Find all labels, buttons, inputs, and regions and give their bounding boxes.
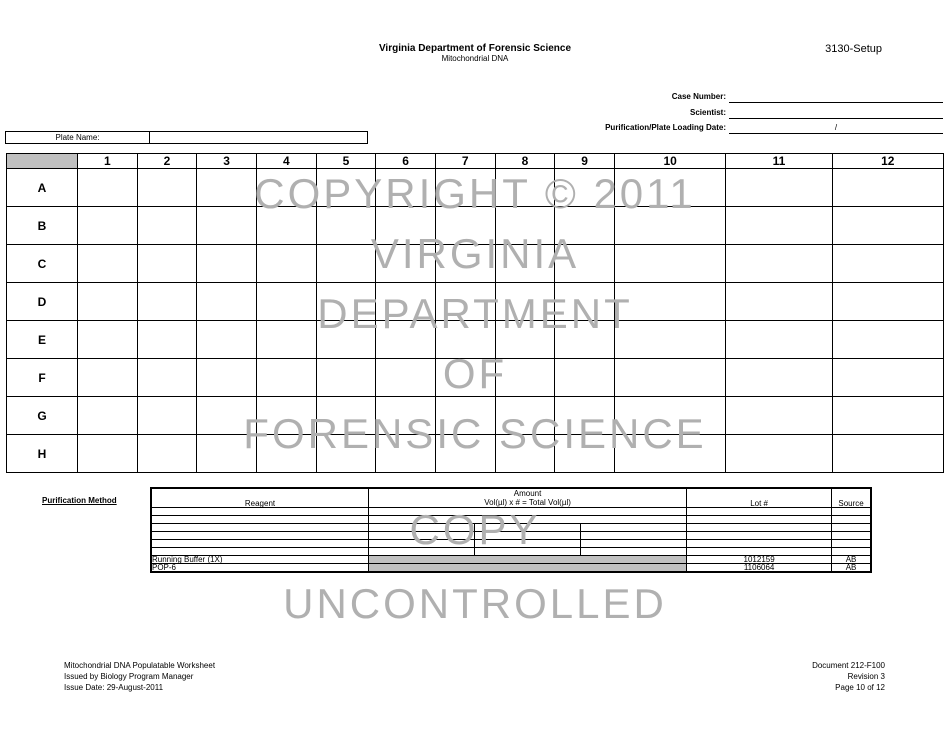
well-cell[interactable]: [376, 321, 436, 359]
well-cell[interactable]: [137, 435, 197, 473]
plate-name-label: Plate Name:: [5, 131, 150, 144]
well-cell[interactable]: [726, 169, 832, 207]
well-cell[interactable]: [316, 245, 376, 283]
watermark-text: FORENSIC SCIENCE: [243, 410, 707, 457]
reagent-cell[interactable]: [151, 532, 369, 540]
row-header: B: [7, 207, 78, 245]
well-cell[interactable]: [256, 283, 316, 321]
well-cell[interactable]: [832, 321, 943, 359]
column-header: 8: [495, 154, 555, 169]
well-cell[interactable]: [614, 435, 725, 473]
amount-cell-disabled: [369, 564, 687, 573]
footer-issue-date: Issue Date: 29-August-2011: [64, 683, 164, 692]
well-cell[interactable]: [197, 359, 257, 397]
well-cell[interactable]: [435, 397, 495, 435]
amount-total-cell[interactable]: [581, 548, 687, 556]
row-header: D: [7, 283, 78, 321]
well-cell[interactable]: [376, 245, 436, 283]
reagent-table: [150, 487, 872, 573]
row-header: G: [7, 397, 78, 435]
well-cell[interactable]: [832, 359, 943, 397]
column-header: 7: [435, 154, 495, 169]
well-cell[interactable]: [197, 207, 257, 245]
date-field[interactable]: [729, 123, 943, 134]
amount-vol-cell[interactable]: [369, 548, 475, 556]
well-cell[interactable]: [316, 397, 376, 435]
scientist-label: Scientist:: [689, 108, 726, 117]
lot-cell[interactable]: [687, 532, 832, 540]
reagent-cell[interactable]: [151, 516, 369, 524]
footer-revision: Revision 3: [847, 672, 885, 681]
source-header: Source: [832, 488, 871, 508]
well-cell[interactable]: [78, 245, 138, 283]
lot-number: 1106064: [687, 564, 832, 573]
well-cell[interactable]: [256, 321, 316, 359]
amount-total-cell[interactable]: [581, 524, 687, 532]
well-cell[interactable]: [316, 435, 376, 473]
well-cell[interactable]: [197, 169, 257, 207]
watermark-text: UNCONTROLLED: [283, 580, 667, 627]
amount-cell[interactable]: [369, 508, 687, 516]
well-cell[interactable]: [78, 397, 138, 435]
well-cell[interactable]: [435, 359, 495, 397]
reagent-header: Reagent: [151, 488, 369, 508]
well-cell[interactable]: [197, 397, 257, 435]
well-cell[interactable]: [555, 283, 615, 321]
amount-label: Amount: [513, 489, 542, 498]
plate-name-field[interactable]: [149, 131, 368, 144]
reagent-name: Running Buffer (1X): [151, 556, 369, 564]
reagent-cell[interactable]: [151, 524, 369, 532]
date-separator: /: [834, 123, 838, 132]
amount-total-cell[interactable]: [581, 540, 687, 548]
well-cell[interactable]: [197, 435, 257, 473]
well-cell[interactable]: [832, 245, 943, 283]
amount-vol-cell[interactable]: [369, 540, 475, 548]
org-title: Virginia Department of Forensic Science: [378, 43, 572, 54]
lot-header: Lot #: [687, 488, 832, 508]
amount-cell[interactable]: [369, 516, 687, 524]
well-cell[interactable]: [435, 321, 495, 359]
plate-grid: [6, 153, 944, 473]
well-cell[interactable]: [614, 207, 725, 245]
column-header: 11: [726, 154, 832, 169]
reagent-row: [151, 516, 871, 524]
well-cell[interactable]: [495, 397, 555, 435]
well-cell[interactable]: [495, 321, 555, 359]
lot-cell[interactable]: [687, 540, 832, 548]
amount-formula: Vol(µl) x # = Total Vol(µl): [484, 498, 571, 507]
row-header: C: [7, 245, 78, 283]
source-cell[interactable]: [832, 516, 871, 524]
form-id: 3130-Setup: [825, 43, 882, 55]
well-cell[interactable]: [137, 321, 197, 359]
well-cell[interactable]: [435, 435, 495, 473]
source-value: AB: [832, 564, 871, 573]
well-cell[interactable]: [832, 435, 943, 473]
reagent-row: [151, 532, 871, 540]
doc-subtitle: Mitochondrial DNA: [441, 54, 509, 63]
well-cell[interactable]: [78, 169, 138, 207]
well-cell[interactable]: [197, 245, 257, 283]
well-cell[interactable]: [726, 435, 832, 473]
well-cell[interactable]: [197, 283, 257, 321]
row-header: A: [7, 169, 78, 207]
well-cell[interactable]: [726, 207, 832, 245]
well-cell[interactable]: [256, 359, 316, 397]
well-cell[interactable]: [495, 245, 555, 283]
amount-count-cell[interactable]: [475, 540, 581, 548]
watermark-text: COPY: [409, 506, 541, 553]
well-cell[interactable]: [726, 321, 832, 359]
well-cell[interactable]: [316, 359, 376, 397]
well-cell[interactable]: [832, 283, 943, 321]
well-cell[interactable]: [726, 283, 832, 321]
well-cell[interactable]: [256, 207, 316, 245]
row-header: H: [7, 435, 78, 473]
well-cell[interactable]: [137, 397, 197, 435]
well-cell[interactable]: [256, 169, 316, 207]
purification-method-label: Purification Method: [42, 496, 117, 505]
well-cell[interactable]: [614, 283, 725, 321]
amount-vol-cell[interactable]: [369, 532, 475, 540]
column-header: 5: [316, 154, 376, 169]
well-cell[interactable]: [78, 283, 138, 321]
well-cell[interactable]: [376, 207, 436, 245]
well-cell[interactable]: [137, 169, 197, 207]
footer-page: Page 10 of 12: [835, 683, 885, 692]
case-number-label: Case Number:: [671, 92, 726, 101]
well-cell[interactable]: [376, 397, 436, 435]
reagent-cell[interactable]: [151, 508, 369, 516]
well-cell[interactable]: [495, 207, 555, 245]
amount-total-cell[interactable]: [581, 532, 687, 540]
column-header: 2: [137, 154, 197, 169]
footer-doc-name: Mitochondrial DNA Populatable Worksheet: [64, 661, 216, 670]
footer-doc-number: Document 212-F100: [812, 661, 885, 670]
well-cell[interactable]: [614, 359, 725, 397]
watermark-text: COPYRIGHT © 2011: [254, 170, 696, 217]
well-cell[interactable]: [78, 321, 138, 359]
well-cell[interactable]: [555, 321, 615, 359]
scientist-field[interactable]: [729, 108, 943, 119]
watermark-text: VIRGINIA: [370, 230, 580, 277]
well-cell[interactable]: [832, 397, 943, 435]
lot-cell[interactable]: [687, 508, 832, 516]
reagent-row: [151, 564, 871, 573]
amount-vol-cell[interactable]: [369, 524, 475, 532]
source-cell[interactable]: [832, 508, 871, 516]
well-cell[interactable]: [832, 169, 943, 207]
column-header: 4: [256, 154, 316, 169]
well-cell[interactable]: [435, 207, 495, 245]
well-cell[interactable]: [316, 169, 376, 207]
reagent-cell[interactable]: [151, 540, 369, 548]
amount-count-cell[interactable]: [475, 524, 581, 532]
footer-issuer: Issued by Biology Program Manager: [64, 672, 194, 681]
well-cell[interactable]: [316, 321, 376, 359]
source-cell[interactable]: [832, 532, 871, 540]
well-cell[interactable]: [316, 207, 376, 245]
row-header: E: [7, 321, 78, 359]
watermark-text: OF: [442, 350, 508, 397]
well-cell[interactable]: [137, 245, 197, 283]
column-header: 9: [555, 154, 615, 169]
well-cell[interactable]: [197, 321, 257, 359]
reagent-row: [151, 508, 871, 516]
well-cell[interactable]: [316, 283, 376, 321]
well-cell[interactable]: [614, 321, 725, 359]
well-cell[interactable]: [555, 169, 615, 207]
well-cell[interactable]: [555, 359, 615, 397]
lot-cell[interactable]: [687, 524, 832, 532]
reagent-name: POP-6: [151, 564, 369, 573]
well-cell[interactable]: [435, 245, 495, 283]
watermark-text: DEPARTMENT: [317, 290, 633, 337]
source-value: AB: [832, 556, 871, 564]
column-header: 10: [614, 154, 725, 169]
well-cell[interactable]: [614, 169, 725, 207]
well-cell[interactable]: [555, 435, 615, 473]
well-cell[interactable]: [495, 283, 555, 321]
amount-count-cell[interactable]: [475, 532, 581, 540]
lot-number: 1012159: [687, 556, 832, 564]
well-cell[interactable]: [78, 435, 138, 473]
well-cell[interactable]: [495, 435, 555, 473]
well-cell[interactable]: [376, 283, 436, 321]
column-header: 12: [832, 154, 943, 169]
well-cell[interactable]: [137, 207, 197, 245]
amount-cell-disabled: [369, 556, 687, 564]
well-cell[interactable]: [78, 359, 138, 397]
well-cell[interactable]: [256, 397, 316, 435]
well-cell[interactable]: [495, 169, 555, 207]
well-cell[interactable]: [376, 359, 436, 397]
well-cell[interactable]: [614, 397, 725, 435]
well-cell[interactable]: [137, 283, 197, 321]
row-header: F: [7, 359, 78, 397]
well-cell[interactable]: [435, 283, 495, 321]
well-cell[interactable]: [555, 245, 615, 283]
well-cell[interactable]: [726, 397, 832, 435]
well-cell[interactable]: [435, 169, 495, 207]
reagent-row: [151, 524, 871, 532]
footer-left: [64, 660, 215, 693]
well-cell[interactable]: [376, 169, 436, 207]
well-cell[interactable]: [555, 397, 615, 435]
source-cell[interactable]: [832, 524, 871, 532]
well-cell[interactable]: [555, 207, 615, 245]
date-label: Purification/Plate Loading Date:: [605, 123, 726, 132]
case-number-field[interactable]: [729, 92, 943, 103]
reagent-row: [151, 540, 871, 548]
column-header: 6: [376, 154, 436, 169]
well-cell[interactable]: [376, 435, 436, 473]
column-header: 3: [197, 154, 257, 169]
well-cell[interactable]: [256, 435, 316, 473]
corner-cell: [7, 154, 78, 169]
well-cell[interactable]: [495, 359, 555, 397]
well-cell[interactable]: [726, 245, 832, 283]
column-header: 1: [78, 154, 138, 169]
well-cell[interactable]: [614, 245, 725, 283]
source-cell[interactable]: [832, 540, 871, 548]
well-cell[interactable]: [832, 207, 943, 245]
amount-header: [369, 488, 687, 508]
well-cell[interactable]: [78, 207, 138, 245]
well-cell[interactable]: [256, 245, 316, 283]
amount-count-cell[interactable]: [475, 548, 581, 556]
well-cell[interactable]: [137, 359, 197, 397]
lot-cell[interactable]: [687, 516, 832, 524]
footer-right: [812, 660, 885, 693]
well-cell[interactable]: [726, 359, 832, 397]
